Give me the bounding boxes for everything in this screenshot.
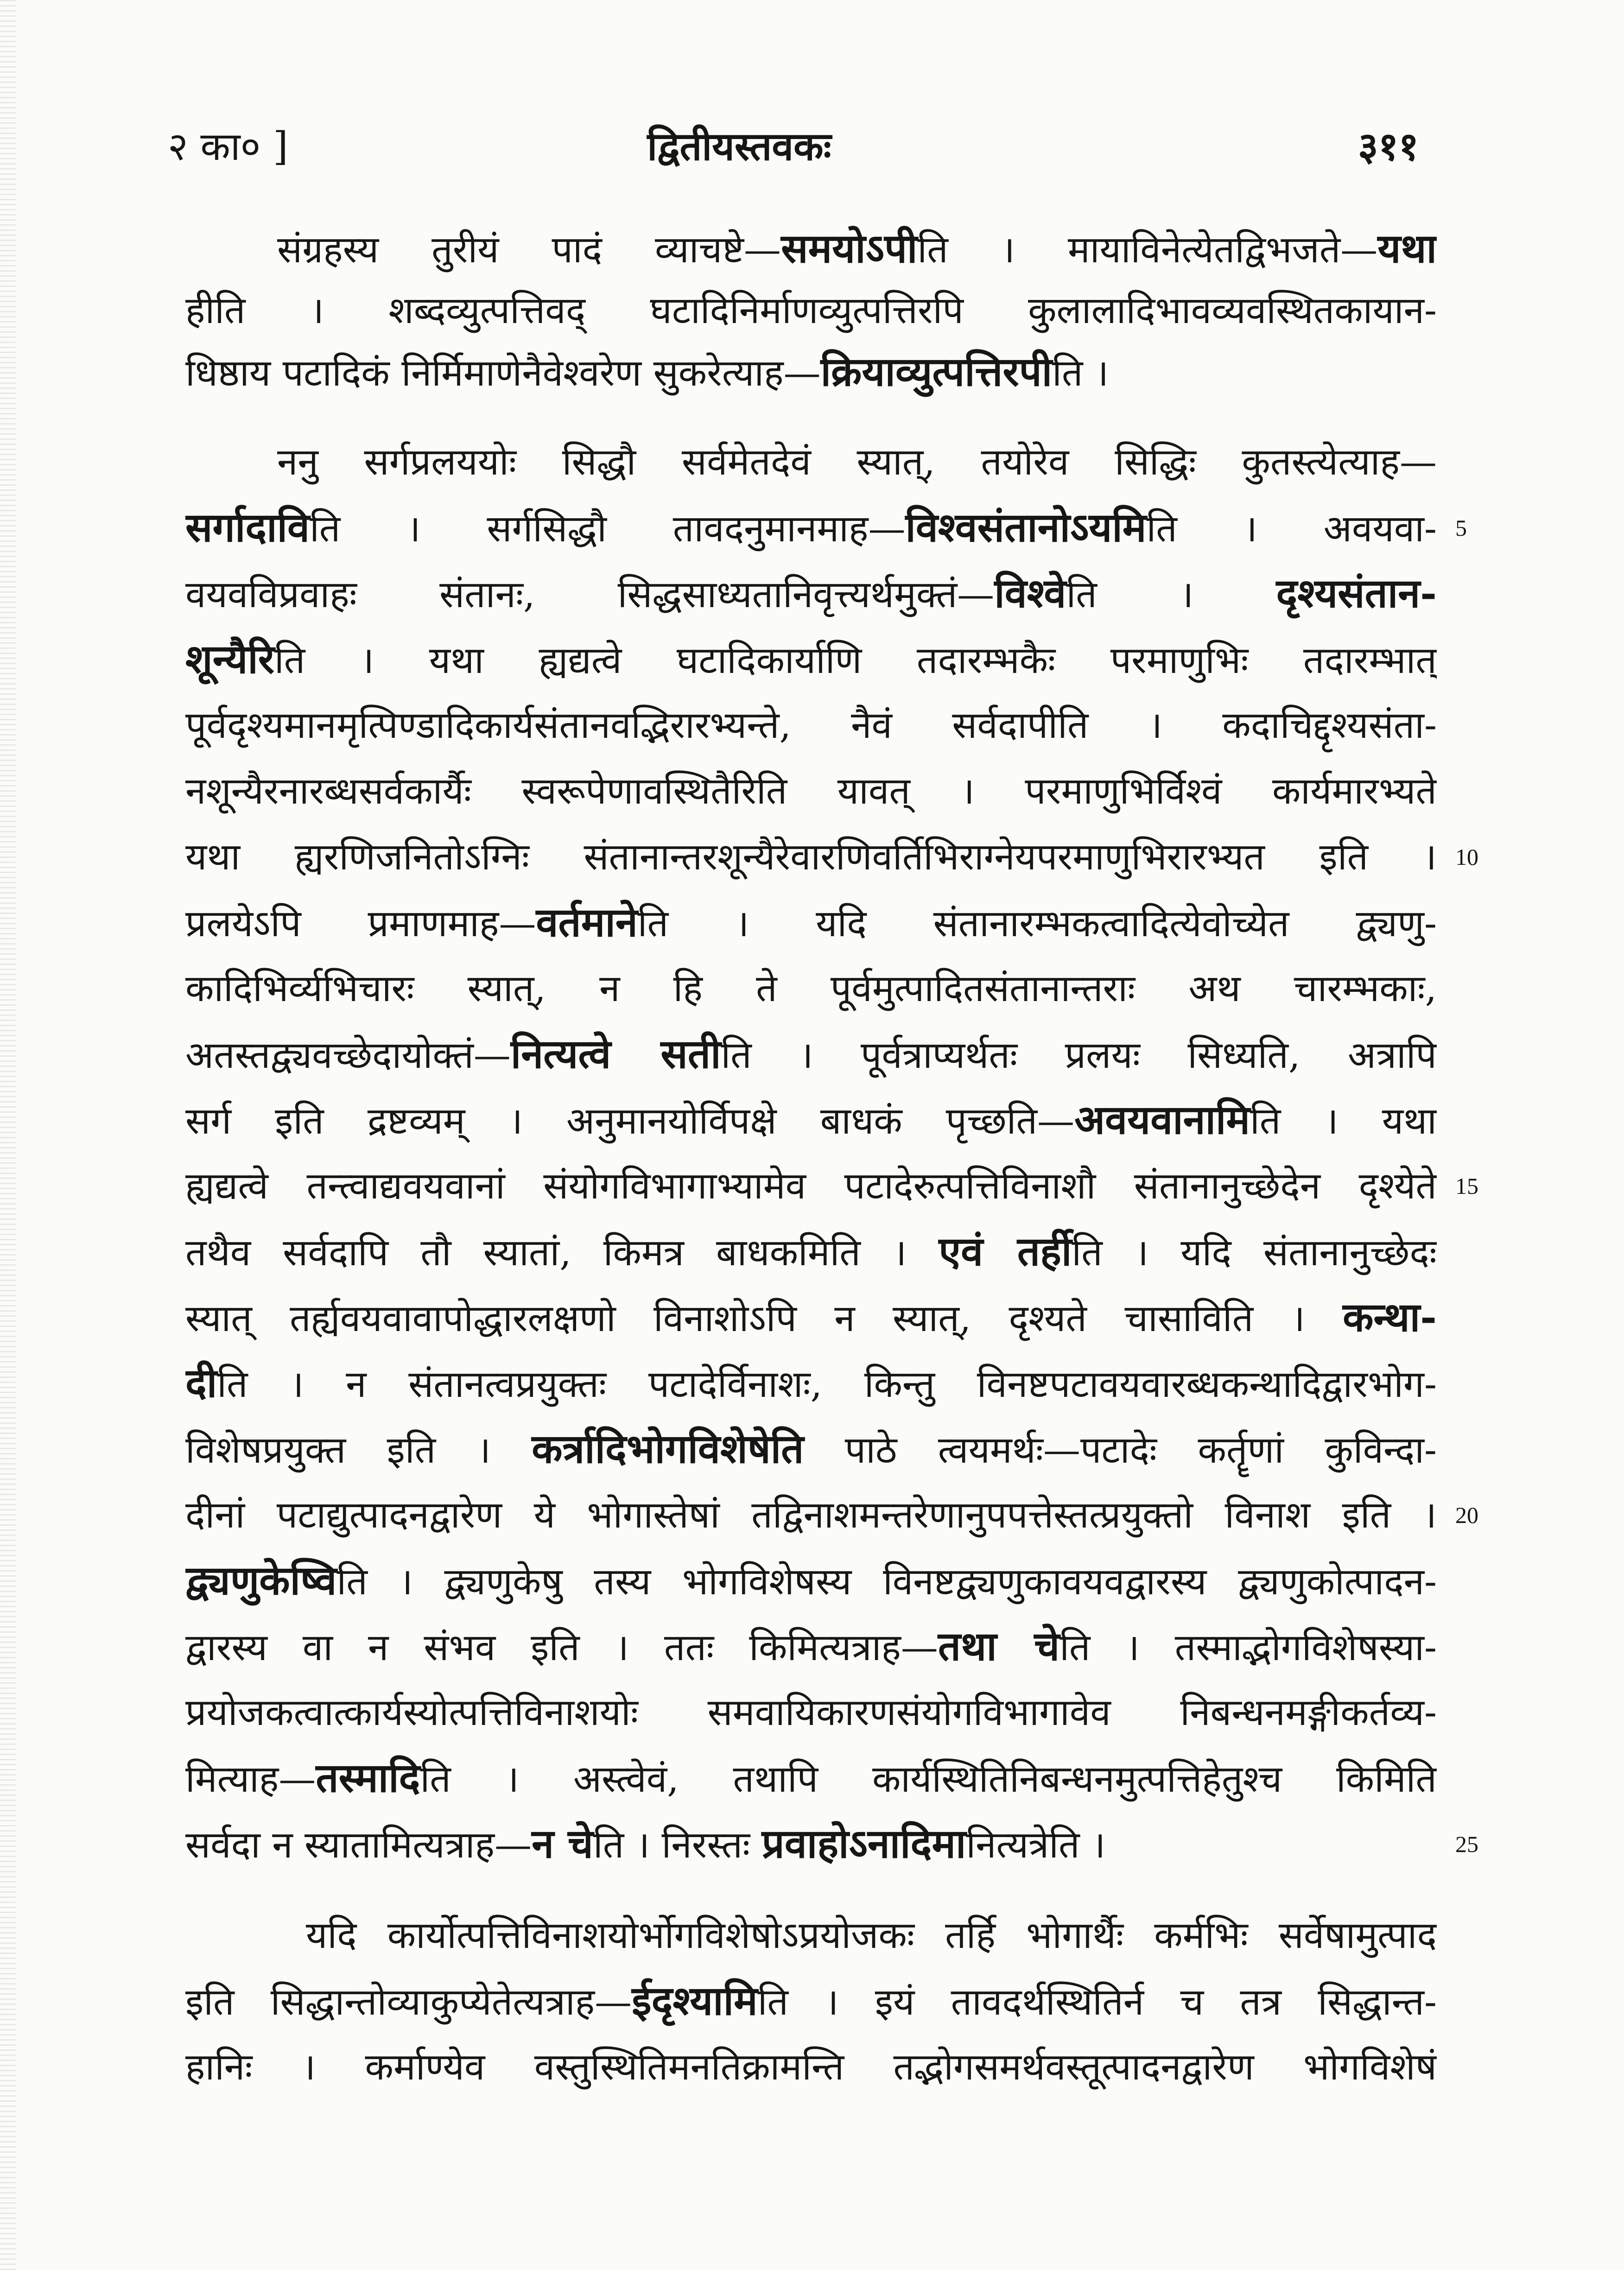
paragraph bbox=[185, 218, 1437, 403]
lemma-bold-text: विश्वसंतानोऽयमि bbox=[905, 504, 1147, 551]
line-text bbox=[185, 561, 1437, 627]
line-text bbox=[185, 1021, 1437, 1087]
text-run: अतस्तद्व्यवच्छेदायोक्तं— bbox=[185, 1034, 511, 1077]
line-text bbox=[185, 1285, 1437, 1351]
line-text bbox=[185, 1548, 1437, 1614]
text-run: स्यात् तर्ह्यवयवावापोद्धारलक्षणो विनाशोऽपि न स्यात्, दृश्यते चासाविति । bbox=[185, 1297, 1343, 1340]
line-text bbox=[185, 1351, 1437, 1416]
line-text bbox=[185, 341, 1437, 403]
text-run: सर्वदा न स्यातामित्यत्राह— bbox=[185, 1823, 532, 1866]
text-run: पाठे त्वयमर्थः—पटादेः कर्तॄणां कुविन्दा- bbox=[804, 1428, 1437, 1471]
lemma-bold-text: दी bbox=[185, 1360, 217, 1407]
text-run: दीनां पटाद्युत्पादनद्वारेण ये भोगास्तेषां तद्विनाशमन्तरेणानुपपत्तेस्तत्प्रयुक्तो विनाश इति । bbox=[185, 1493, 1437, 1536]
text-run: नशून्यैरनारब्धसर्वकार्यैः स्वरूपेणावस्थितैरिति यावत् । परमाणुभिर्विश्वं कार्यमारभ्यते bbox=[185, 769, 1437, 812]
text-line bbox=[185, 627, 1437, 692]
line-text bbox=[185, 956, 1437, 1021]
lemma-bold-text: वर्तमाने bbox=[536, 899, 638, 946]
lemma-bold-text: क्रियाव्युत्पत्तिरपी bbox=[820, 349, 1053, 395]
text-run: वयवविप्रवाहः संतानः, सिद्धसाध्यतानिवृत्त्यर्थमुक्तं— bbox=[185, 573, 995, 616]
text-run: नित्यत्रेति । bbox=[966, 1823, 1106, 1866]
lemma-bold-text: ईदृश्यामि bbox=[632, 1978, 758, 2024]
line-text bbox=[185, 1219, 1437, 1285]
text-line bbox=[185, 1351, 1437, 1416]
running-header bbox=[0, 119, 1624, 174]
text-run: ति । यदि संतानानुच्छेदः bbox=[1072, 1231, 1437, 1274]
text-line bbox=[185, 758, 1437, 824]
running-head-title: द्वितीयस्तवकः bbox=[647, 123, 831, 169]
line-text bbox=[185, 890, 1437, 956]
text-run: इति सिद्धान्तोव्याकुप्येतेत्यत्राह— bbox=[185, 1980, 632, 2023]
text-run: ति । तस्माद्भोगविशेषस्या- bbox=[1059, 1626, 1437, 1669]
text-run: ति । bbox=[1052, 351, 1109, 394]
text-line bbox=[185, 1285, 1437, 1351]
text-run: विशेषप्रयुक्त इति । bbox=[185, 1428, 532, 1471]
text-line bbox=[185, 956, 1437, 1021]
text-run: ति । इयं तावदर्थस्थितिर्न च तत्र सिद्धान्त- bbox=[757, 1980, 1437, 2023]
text-run: प्रयोजकत्वात्कार्यस्योत्पत्तिविनाशयोः समवायिकारणसंयोगविभागावेव निबन्धनमङ्गीकर्तव्य- bbox=[185, 1691, 1437, 1734]
text-line bbox=[185, 1811, 1478, 1877]
text-line bbox=[185, 1219, 1437, 1285]
line-number: 5 bbox=[1455, 515, 1467, 541]
text-run: संग्रहस्य तुरीयं पादं व्याचष्टे— bbox=[277, 228, 781, 271]
text-run: ति । यथा bbox=[1250, 1099, 1437, 1142]
line-text bbox=[185, 1968, 1437, 2034]
text-run: ह्यद्यत्वे तन्त्वाद्यवयवानां संयोगविभागाभ्यामेव पटादेरुत्पत्तिविनाशौ संतानानुच्छेदेन दृश्येते bbox=[185, 1164, 1437, 1207]
lemma-bold-text: शून्यैरि bbox=[185, 636, 275, 683]
text-run: ति । bbox=[1066, 573, 1276, 616]
lemma-bold-text: न चे bbox=[532, 1820, 593, 1867]
text-line bbox=[185, 692, 1437, 758]
lemma-bold-text: तथा चे bbox=[938, 1623, 1060, 1670]
text-run: ति । द्व्यणुकेषु तस्य भोगविशेषस्य विनष्टद्व्यणुकावयवद्वारस्य द्व्यणुकोत्पादन- bbox=[336, 1560, 1437, 1603]
text-run: ति । अवयवा- bbox=[1146, 507, 1437, 550]
lemma-bold-text: द्व्यणुकेष्वि bbox=[185, 1557, 337, 1604]
line-text bbox=[185, 1482, 1437, 1548]
line-text bbox=[185, 1087, 1437, 1153]
line-text bbox=[185, 2034, 1437, 2100]
text-line bbox=[185, 1021, 1437, 1087]
line-text bbox=[185, 218, 1437, 279]
lemma-bold-text: सर्गादावि bbox=[185, 504, 310, 551]
line-text bbox=[185, 429, 1437, 495]
line-text bbox=[185, 1902, 1437, 1968]
lemma-bold-text: एवं तर्ही bbox=[939, 1228, 1072, 1275]
text-line bbox=[185, 1902, 1437, 1968]
text-line bbox=[185, 279, 1437, 341]
text-run: यदि कार्योत्पत्तिविनाशयोर्भोगविशेषोऽप्रयोजकः तर्हि भोगार्थैः कर्मभिः सर्वेषामुत्पाद bbox=[306, 1914, 1437, 1957]
line-number: 20 bbox=[1455, 1502, 1478, 1528]
paragraph bbox=[185, 1902, 1437, 2100]
lemma-bold-text: यथा bbox=[1377, 225, 1437, 272]
text-line bbox=[185, 1548, 1437, 1614]
text-line bbox=[185, 1968, 1437, 2034]
lemma-bold-text: प्रवाहोऽनादिमा bbox=[761, 1820, 966, 1867]
text-line bbox=[185, 1087, 1437, 1153]
text-line bbox=[185, 1416, 1437, 1482]
text-line bbox=[185, 1482, 1478, 1548]
text-run: यथा ह्यरणिजनितोऽग्निः संतानान्तरशून्यैरेवारणिवर्तिभिराग्नेयपरमाणुभिरारभ्यत इति । bbox=[185, 835, 1437, 878]
lemma-bold-text: विश्वे bbox=[994, 570, 1066, 617]
line-text bbox=[185, 279, 1437, 341]
lemma-bold-text: तस्मादि bbox=[316, 1755, 420, 1801]
lemma-bold-text: कन्था- bbox=[1343, 1294, 1437, 1341]
lemma-bold-text: अवयवानामि bbox=[1074, 1097, 1250, 1143]
text-run: हीति । शब्दव्युत्पत्तिवद् घटादिनिर्माणव्युत्पत्तिरपि कुलालादिभावव्यवस्थितकायान- bbox=[185, 289, 1437, 332]
text-run: तथैव सर्वदापि तौ स्यातां, किमत्र बाधकमिति । bbox=[185, 1231, 939, 1274]
text-line bbox=[185, 561, 1437, 627]
text-run: हानिः । कर्माण्येव वस्तुस्थितिमनतिक्रामन्ति तद्भोगसमर्थवस्तूत्पादनद्वारेण भोगविशेषं bbox=[185, 2045, 1437, 2088]
line-text bbox=[185, 495, 1437, 561]
text-run: ति । पूर्वत्राप्यर्थतः प्रलयः सिध्यति, अत्रापि bbox=[721, 1034, 1437, 1077]
text-line bbox=[185, 1614, 1437, 1680]
text-run: धिष्ठाय पटादिकं निर्मिमाणेनैवेश्वरेण सुकरेत्याह— bbox=[185, 351, 821, 394]
line-text bbox=[185, 1680, 1437, 1745]
line-text bbox=[185, 1153, 1437, 1219]
text-run: ति । यथा ह्यद्यत्वे घटादिकार्याणि तदारम्भकैः परमाणुभिः तदारम्भात् bbox=[274, 639, 1437, 682]
line-number: 10 bbox=[1455, 844, 1478, 870]
line-number: 15 bbox=[1455, 1173, 1478, 1199]
text-line bbox=[185, 2034, 1437, 2100]
scan-edge-artifact bbox=[0, 0, 16, 2270]
text-line bbox=[185, 824, 1478, 890]
line-text bbox=[185, 1614, 1437, 1680]
text-run: ति । सर्गसिद्धौ तावदनुमानमाह— bbox=[310, 507, 906, 550]
text-run: ति । यदि संतानारम्भकत्वादित्येवोच्येत द्व्यणु- bbox=[637, 902, 1437, 945]
text-run: कादिभिर्व्यभिचारः स्यात्, न हि ते पूर्वमुत्पादितसंतानान्तराः अथ चारम्भकाः, bbox=[185, 967, 1437, 1010]
text-run: प्रलयेऽपि प्रमाणमाह— bbox=[185, 902, 536, 945]
line-text bbox=[185, 692, 1437, 758]
text-run: ति । न संतानत्वप्रयुक्तः पटादेर्विनाशः, किन्तु विनष्टपटावयवारब्धकन्थादिद्वारभोग- bbox=[217, 1363, 1437, 1406]
lemma-bold-text: कर्त्रादिभोगविशेषेति bbox=[532, 1426, 804, 1472]
text-run: ति । मायाविनेत्येतद्विभजते— bbox=[917, 228, 1378, 271]
text-line bbox=[185, 1153, 1478, 1219]
lemma-bold-text: नित्यत्वे सती bbox=[510, 1031, 721, 1078]
text-run: ति । अस्त्वेवं, तथापि कार्यस्थितिनिबन्धनमुत्पत्तिहेतुश्च किमिति bbox=[420, 1757, 1437, 1801]
paragraph bbox=[185, 429, 1478, 1877]
text-line bbox=[185, 1680, 1437, 1745]
line-number: 25 bbox=[1455, 1831, 1478, 1857]
text-run: ति । निरस्तः bbox=[593, 1823, 762, 1866]
text-run: ननु सर्गप्रलययोः सिद्धौ सर्वमेतदेवं स्यात्, तयोरेव सिद्धिः कुतस्त्येत्याह— bbox=[277, 440, 1437, 483]
text-line bbox=[185, 890, 1437, 956]
text-line bbox=[185, 495, 1467, 561]
running-head-left: २ का० ] bbox=[168, 124, 288, 169]
line-text bbox=[185, 758, 1437, 824]
line-text bbox=[185, 1811, 1437, 1877]
line-text bbox=[185, 824, 1437, 890]
lemma-bold-text: दृश्यसंतान- bbox=[1276, 570, 1437, 617]
text-run: सर्ग इति द्रष्टव्यम् । अनुमानयोर्विपक्षे बाधकं पृच्छति— bbox=[185, 1099, 1075, 1142]
page-number: ३११ bbox=[1358, 123, 1419, 169]
text-line bbox=[185, 341, 1437, 403]
text-line bbox=[185, 429, 1437, 495]
line-text bbox=[185, 1416, 1437, 1482]
text-run: मित्याह— bbox=[185, 1757, 316, 1801]
text-line bbox=[185, 218, 1437, 279]
lemma-bold-text: समयोऽपी bbox=[781, 225, 918, 272]
text-line bbox=[185, 1745, 1437, 1811]
text-run: पूर्वदृश्यमानमृत्पिण्डादिकार्यसंतानवद्भिरारभ्यन्ते, नैवं सर्वदापीति । कदाचिद्दृश्यसंता- bbox=[185, 704, 1437, 747]
text-run: द्वारस्य वा न संभव इति । ततः किमित्यत्राह— bbox=[185, 1626, 938, 1669]
line-text bbox=[185, 1745, 1437, 1811]
line-text bbox=[185, 627, 1437, 692]
